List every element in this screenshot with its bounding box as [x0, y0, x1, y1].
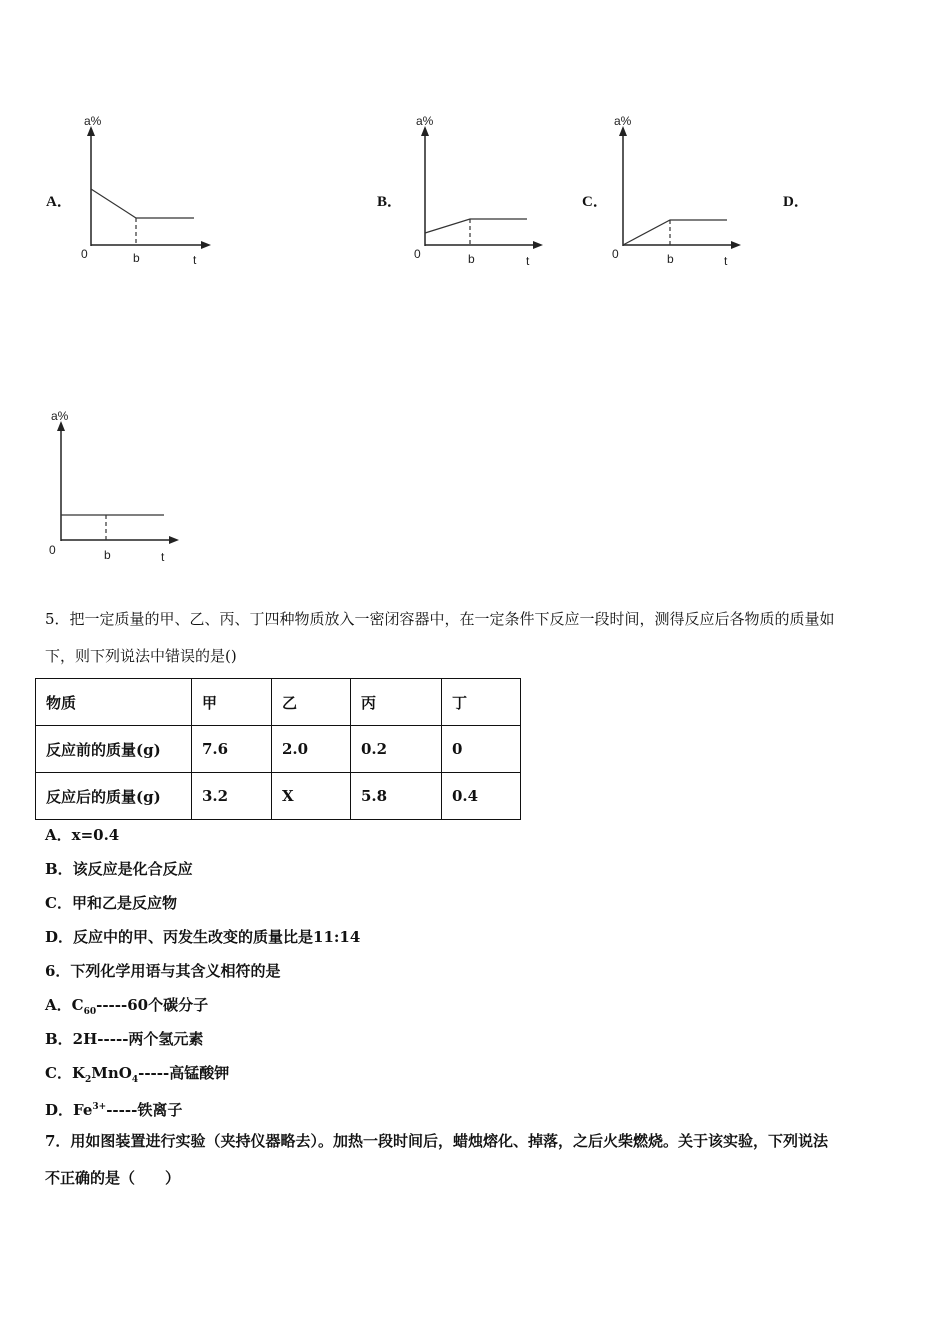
- b-label: b: [133, 251, 140, 265]
- option-letter-b: B．: [377, 194, 403, 210]
- table-cell: 0.2: [351, 726, 442, 773]
- b-label: b: [468, 252, 475, 266]
- table-cell: 5.8: [351, 773, 442, 820]
- table-header-cell: 甲: [192, 679, 272, 726]
- option-letter-a: A．: [46, 194, 72, 210]
- table-row: [36, 773, 521, 820]
- origin-label: 0: [49, 543, 56, 557]
- q7-stem-line2: 不正确的是（ ）: [45, 1169, 181, 1187]
- q5-option-c: C．甲和乙是反应物: [45, 894, 177, 912]
- q6-option-b: B．2H-----两个氢元素: [45, 1030, 204, 1048]
- b-label: b: [104, 548, 111, 562]
- graph-b: [404, 110, 554, 274]
- origin-label: 0: [414, 247, 421, 261]
- option-letter-c: C．: [582, 194, 608, 210]
- graph-a: [70, 110, 220, 274]
- table-header-cell: 丙: [351, 679, 442, 726]
- q6-option-d: D．$Fe^{3+}-----$铁离子: [45, 1101, 183, 1119]
- table-header-cell: 乙: [272, 679, 351, 726]
- y-axis-label: a%: [84, 114, 102, 128]
- table-cell: 2.0: [272, 726, 351, 773]
- q5-option-b: B．该反应是化合反应: [45, 860, 193, 878]
- graph-c: [602, 110, 752, 274]
- b-label: b: [667, 252, 674, 266]
- mass-table: [35, 678, 521, 820]
- t-label: t: [161, 550, 165, 564]
- y-axis-label: a%: [416, 114, 434, 128]
- table-header-cell: 丁: [442, 679, 521, 726]
- q6-stem: 6．下列化学用语与其含义相符的是: [45, 962, 281, 980]
- q5-stem-line1: 5．把一定质量的甲、乙、丙、丁四种物质放入一密闭容器中，在一定条件下反应一段时间，测得反应后各物质的质量如: [45, 610, 835, 628]
- q5-option-a: A．x=0.4: [45, 826, 120, 844]
- table-row: [36, 679, 521, 726]
- q7-stem-line1: 7．用如图装置进行实验（夹持仪器略去）。加热一段时间后，蜡烛熔化、掉落，之后火柴燃烧。关于该实验，下列说法: [45, 1132, 828, 1150]
- q5-stem-line2: 下，则下列说法中错误的是(): [45, 647, 237, 665]
- table-cell: 7.6: [192, 726, 272, 773]
- q5-option-d: D．反应中的甲、丙发生改变的质量比是11:14: [45, 928, 361, 946]
- q6-option-c: C．$K_2MnO_4-----$高锰酸钾: [45, 1064, 230, 1085]
- table-cell: 0.4: [442, 773, 521, 820]
- t-label: t: [526, 254, 530, 268]
- y-axis-label: a%: [614, 114, 632, 128]
- option-letter-d: D．: [783, 194, 809, 210]
- t-label: t: [193, 253, 197, 267]
- table-cell: 反应前的质量(g): [36, 726, 192, 773]
- origin-label: 0: [612, 247, 619, 261]
- table-cell: 0: [442, 726, 521, 773]
- table-cell: 反应后的质量(g): [36, 773, 192, 820]
- graph-d: [40, 405, 190, 574]
- table-header-cell: 物质: [36, 679, 192, 726]
- table-row: [36, 726, 521, 773]
- y-axis-label: a%: [51, 409, 69, 423]
- origin-label: 0: [81, 247, 88, 261]
- q6-option-a: A．$C_{60}-----60$个碳分子: [45, 996, 209, 1017]
- t-label: t: [724, 254, 728, 268]
- table-cell: X: [272, 773, 351, 820]
- table-cell: 3.2: [192, 773, 272, 820]
